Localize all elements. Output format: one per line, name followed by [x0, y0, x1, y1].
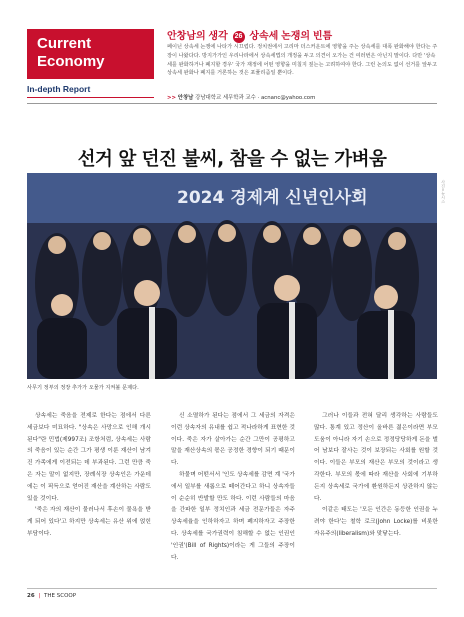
header-divider	[27, 103, 437, 104]
column-headline: 상속세 논쟁의 빈틈	[249, 31, 333, 42]
article-headline: 선거 앞 던진 불씨, 참을 수 없는 가벼움	[77, 149, 387, 170]
body-paragraph: 그러나 이들과 전혀 달리 생각하는 사람들도 많다. 통계 있고 정산이 올바른 젊은이라면 부모 도움이 아니라 자기 손으로 정정당당하게 돈을 벌어 남보다 잘사는 것이 보장되는 사회를 원할 것이다. 이들은 부모의 재산은 부모의 것이라고 생각한다. 부모의 몫에 따라 재산을 사회에 기부하든지 상속세로 국가에 환원하든지 상관하지 않는다.	[314, 413, 438, 502]
photo-banner-text: 2024 경제계 신년인사회	[177, 188, 368, 208]
footer-divider	[27, 588, 437, 589]
page-footer	[27, 593, 76, 599]
column-intro: 페이닌 상속세 논쟁에 나타가 시끄럽다. 정치권에서 고리마 더스커운트에 영향을 주는 상속세를 대폭 완화해야 한다는 주장이 나왔다다. 방지가가인 우리나라에서 상속세법의 개정을 두고 의견이 오가는 건 여러번은 아닌지 말이다. 다만 '상속세를 완화하거나 폐지할 경우' 국가 재정에 어떤 영향을 미칠지 짚는는 고려하여야 한다. 그런 논의도 없이 선거를 앞두고 상속세 완화나 폐지를 거론하는 것은 포퓰리즘일 뿐이다.	[167, 44, 438, 77]
footer-separator: |	[38, 593, 41, 599]
article-photo	[27, 173, 437, 379]
section-rule	[27, 97, 154, 98]
publication-name: THE SCOOP	[44, 593, 77, 599]
body-column-2	[171, 411, 295, 564]
column-number-badge: 26	[233, 31, 245, 43]
photo-caption: 사무기 정부의 정장 추가가 오물가 지켜볼 문제다.	[27, 385, 139, 391]
body-paragraph: 신 소멸하가 된다는 점에서 그 세금의 자격은 이런 상속자의 유내를 쉽고 적나라하게 표현한 것이다. 죽은 자가 살아가는 순간 그만이 공평하고 말을 재산상속의 몫은 공정한 경향이 되기 때문이다.	[171, 413, 295, 467]
section-badge	[27, 29, 154, 79]
author-name: 안창남	[177, 95, 194, 101]
event-photo-illustration	[27, 173, 437, 379]
badge-line-economy: Economy	[37, 53, 105, 70]
section-subtitle: In-depth Report	[27, 84, 91, 94]
body-paragraph: 이같은 태도는 '모든 인간은 동등한 인권을 누려야 한다'는 철학 로크(John Locke)를 비롯한 자유주의(liberalism)와 맞닿는다.	[314, 507, 438, 537]
badge-line-current: Current	[37, 35, 92, 52]
author-arrow: >>	[167, 95, 177, 101]
column-series: 안창남의 생각	[167, 31, 228, 42]
body-paragraph: '죽은 자의 재산이 물러나서 후손이 물욕을 받게 되어 있다'고 하지만 상속세는 유산 위에 얹힌 부담이다.	[27, 507, 151, 537]
author-detail: 강남대학교 세무학과 교수 · acnanc@yahoo.com	[195, 95, 316, 101]
column-title	[167, 27, 332, 43]
body-column-1	[27, 411, 151, 541]
page-number: 26	[27, 593, 35, 599]
body-column-3	[314, 411, 438, 541]
author-line	[167, 93, 315, 101]
photo-credit: 사진=뉴시스	[441, 180, 446, 204]
body-paragraph: 하물며 어떤서서 '인도 상속세를 감면 계 '국가에서 일부를 새롭으로 떼어간다고 하니 상속자들이 순순히 반발할 만도 하다. 이런 사람들의 마음을 간파한 일부 정치인과 세금 전문가들은 자주 상속세율을 인하하자고 하며 폐지하자고 주장한다. 상속세를 국가권력이 침해할 수 없는 인권인 '인권'(Bill of Rights)이라는 게 그들의 주장이다.	[171, 471, 295, 561]
body-paragraph: 상속세는 죽음을 전제로 한다는 점에서 다른 세금보다 미묘하다. "상속은 사망으로 인해 개시된다"란 민법(제997조) 조항처럼, 상속세는 사람의 죽음이 있는 순간 그가 평생 이룬 재산이 남겨진 가족에게 이전되는 데 부과된다. 그런 만큼 죽은 자는 말이 없지만, 장례식장 상속인은 가운데에는 이 픽득으로 얻어진 재산을 계산하는 사람도 있을 것이다.	[27, 413, 151, 502]
